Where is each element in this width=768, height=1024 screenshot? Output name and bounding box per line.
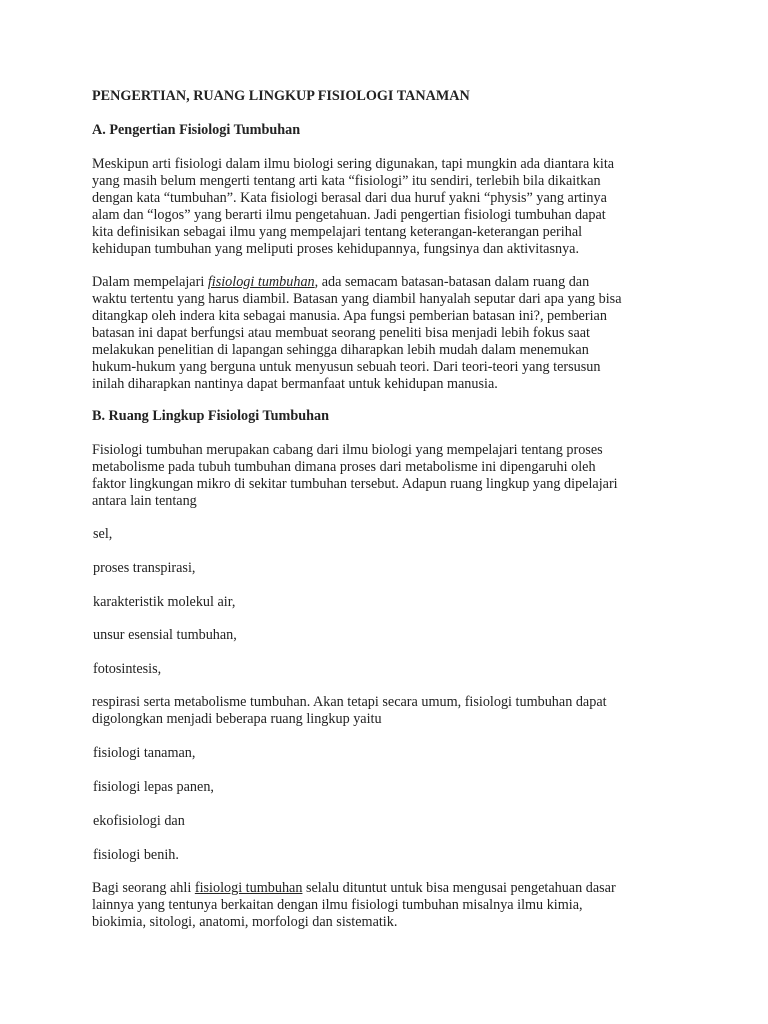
list-item: karakteristik molekul air, [93,594,236,610]
document-title: PENGERTIAN, RUANG LINGKUP FISIOLOGI TANAMAN [92,88,470,104]
list-item: unsur esensial tumbuhan, [93,627,237,643]
list-item: fotosintesis, [93,661,162,677]
text-span: Bagi seorang ahli [92,880,195,896]
text-span: , ada semacam batasan-batasan dalam ruang dan [314,274,590,290]
paragraph-line: alam dan “logos” yang berarti ilmu pengetahuan. Jadi pengertian fisiologi tumbuhan dapat [92,207,606,223]
paragraph-line: Meskipun arti fisiologi dalam ilmu biologi sering digunakan, tapi mungkin ada diantara kita [92,156,615,172]
text-span: selalu dituntut untuk bisa mengusai pengetahuan dasar [302,880,616,896]
paragraph-line: kehidupan tumbuhan yang meliputi proses kehidupannya, fungsinya dan aktivitasnya. [92,241,580,257]
list-item: fisiologi tanaman, [93,745,196,761]
fisiologi-tumbuhan-link[interactable]: fisiologi tumbuhan [194,880,303,896]
fisiologi-tumbuhan-link[interactable]: fisiologi tumbuhan [207,274,315,290]
section-b-heading: B. Ruang Lingkup Fisiologi Tumbuhan [92,408,329,424]
paragraph-line: yang masih belum mengerti tentang arti kata “fisiologi” itu sendiri, terlebih bila dikaitkan [92,173,601,189]
paragraph-line: metabolisme pada tubuh tumbuhan dimana proses dari metabolisme ini dipengaruhi oleh [92,459,596,475]
paragraph-line: lainnya yang tentunya berkaitan dengan ilmu fisiologi tumbuhan misalnya ilmu kimia, [92,897,583,913]
paragraph-line: digolongkan menjadi beberapa ruang lingkup yaitu [92,711,382,727]
paragraph-line [92,274,589,291]
paragraph-line: melakukan penelitian di lapangan sehingga diharapkan lebih mudah dalam menemukan [92,342,589,358]
text-span: Dalam mempelajari [92,274,208,290]
paragraph-line: biokimia, sitologi, anatomi, morfologi dan sistematik. [92,914,398,930]
paragraph-line: kita definisikan sebagai ilmu yang mempelajari tentang keterangan-keterangan perihal [92,224,583,240]
list-item: fisiologi benih. [93,847,179,863]
list-item: fisiologi lepas panen, [93,779,214,795]
section-a-heading: A. Pengertian Fisiologi Tumbuhan [92,122,301,138]
paragraph-line: waktu tertentu yang harus diambil. Batasan yang diambil hanyalah seputar dari apa yang bisa [92,291,622,307]
paragraph-line: hukum-hukum yang berguna untuk menyusun sebuah teori. Dari teori-teori yang tersusun [92,359,601,375]
paragraph-line: antara lain tentang [92,493,197,509]
paragraph-line [92,880,616,897]
paragraph-line: inilah diharapkan nantinya dapat bermanfaat untuk kehidupan manusia. [92,376,498,392]
paragraph-line: batasan ini dapat berfungsi atau membuat seorang peneliti bisa menjadi lebih fokus saat [92,325,590,341]
paragraph-line: faktor lingkungan mikro di sekitar tumbuhan tersebut. Adapun ruang lingkup yang dipelajari [92,476,618,492]
list-item: sel, [93,526,113,542]
list-item: proses transpirasi, [93,560,196,576]
list-item: ekofisiologi dan [93,813,185,829]
paragraph-line: ditangkap oleh indera kita sebagai manusia. Apa fungsi pemberian batasan ini?, pemberian [92,308,607,324]
paragraph-line: dengan kata “tumbuhan”. Kata fisiologi berasal dari dua huruf yakni “physis” yang artinya [92,190,607,206]
paragraph-line: Fisiologi tumbuhan merupakan cabang dari ilmu biologi yang mempelajari tentang proses [92,442,603,458]
paragraph-line: respirasi serta metabolisme tumbuhan. Akan tetapi secara umum, fisiologi tumbuhan dapat [92,694,607,710]
